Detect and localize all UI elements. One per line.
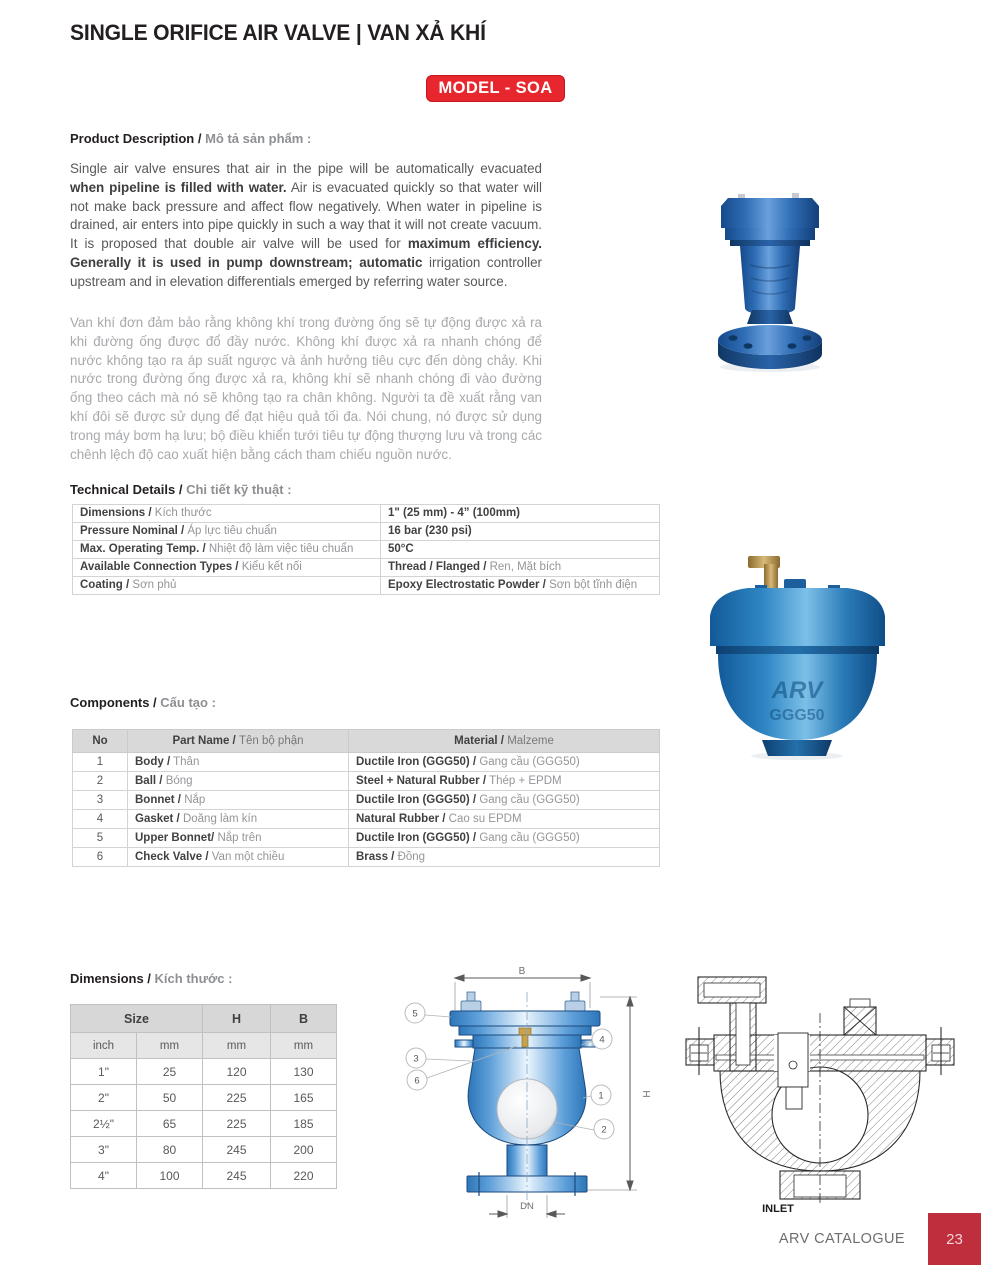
mat-en: Ductile Iron (GGG50) / bbox=[356, 755, 477, 768]
cell-material bbox=[349, 753, 660, 772]
cell-h: 245 bbox=[203, 1163, 271, 1189]
description-paragraph-vi: Van khí đơn đảm bảo rằng không khí trong đường ống sẽ tự động được xả ra khi đường ống được đổ đầy nước. Không khí được xả ra nhanh chóng để nước không tạo ra áp suất ngược và ảnh hưởng tiêu cực đến dòng chảy. Khi nước trong đường ống được xả ra, không khí sẽ nhanh chóng đi vào đường ống theo cách mà nó sẽ không tạo ra chân không. Người ta đề xuất rằng van khí đôi sẽ được sử dụng để đạt hiệu quả tối đa. Nói chung, nó được sử dụng trong máy bơm hạ lưu; bộ điều khiển tưới tiêu tự động thượng lưu và trong các chênh lệch độ cao xuất hiện bằng cách tham chiếu nguồn nước. bbox=[70, 315, 542, 462]
technical-details-heading bbox=[70, 482, 292, 497]
label-en: Coating / bbox=[80, 579, 130, 591]
dim-label-h: H bbox=[640, 1090, 651, 1098]
part-vi: Nắp bbox=[184, 793, 206, 806]
heading-vi: Cấu tạo : bbox=[160, 695, 216, 710]
cell-mm: 25 bbox=[137, 1059, 203, 1085]
table-row bbox=[73, 810, 660, 829]
mat-vi: Đồng bbox=[397, 850, 426, 863]
model-badge bbox=[426, 75, 565, 102]
unit-cell: mm bbox=[203, 1033, 271, 1059]
callout-4: 4 bbox=[599, 1034, 605, 1046]
value-en: 1" (25 mm) - 4” (100mm) bbox=[388, 507, 520, 519]
tech-label-cell bbox=[73, 559, 381, 577]
cell-b: 165 bbox=[271, 1085, 337, 1111]
cell-part bbox=[128, 848, 349, 867]
callout-5: 5 bbox=[412, 1008, 418, 1020]
heading-en: Dimensions / bbox=[70, 971, 151, 986]
text-segment: maximum efficiency. Generally it is used in pump downstream; automatic bbox=[70, 236, 542, 270]
cell-inch: 1" bbox=[71, 1059, 137, 1085]
header-vi: Malzeme bbox=[507, 735, 554, 747]
part-en: Upper Bonnet/ bbox=[135, 831, 215, 844]
header-en: Part Name / bbox=[172, 735, 236, 747]
cell-inch: 4" bbox=[71, 1163, 137, 1189]
product-description-heading bbox=[70, 131, 311, 146]
value-en: 50°C bbox=[388, 543, 414, 555]
cell-b: 200 bbox=[271, 1137, 337, 1163]
cell-material bbox=[349, 810, 660, 829]
heading-en: Technical Details / bbox=[70, 482, 183, 497]
table-row bbox=[73, 829, 660, 848]
embossed-brand-text: ARV bbox=[771, 677, 823, 704]
label-vi: Kiểu kết nối bbox=[241, 561, 302, 573]
callout-2: 2 bbox=[601, 1124, 607, 1136]
value-en: 16 bar (230 psi) bbox=[388, 525, 472, 537]
heading-vi: Chi tiết kỹ thuật : bbox=[186, 482, 292, 497]
part-vi: Bóng bbox=[165, 774, 193, 787]
tech-value-cell bbox=[381, 541, 660, 559]
col-material-header bbox=[349, 730, 660, 753]
cell-h: 120 bbox=[203, 1059, 271, 1085]
cell-no: 4 bbox=[73, 810, 128, 829]
cell-h: 225 bbox=[203, 1111, 271, 1137]
mat-vi: Gang cầu (GGG50) bbox=[479, 755, 580, 768]
unit-cell: mm bbox=[271, 1033, 337, 1059]
cell-part bbox=[128, 791, 349, 810]
cell-no: 2 bbox=[73, 772, 128, 791]
tech-label-cell bbox=[73, 541, 381, 559]
mat-vi: Gang cầu (GGG50) bbox=[479, 793, 580, 806]
part-vi: Doăng làm kín bbox=[182, 812, 258, 825]
mat-en: Natural Rubber / bbox=[356, 812, 446, 825]
dim-label-dn: DN bbox=[520, 1201, 534, 1212]
page-number: 23 bbox=[946, 1230, 963, 1248]
label-vi: Áp lực tiêu chuẩn bbox=[187, 525, 277, 537]
tech-value-cell bbox=[381, 505, 660, 523]
table-row bbox=[71, 1163, 337, 1189]
value-vi: Ren, Mặt bích bbox=[489, 561, 562, 573]
page-number-badge bbox=[928, 1213, 981, 1265]
cell-material bbox=[349, 772, 660, 791]
dim-label-b: B bbox=[518, 966, 526, 977]
model-badge-label: MODEL - SOA bbox=[438, 79, 553, 97]
header-vi: Tên bộ phận bbox=[238, 735, 304, 747]
cell-mm: 50 bbox=[137, 1085, 203, 1111]
mat-en: Ductile Iron (GGG50) / bbox=[356, 793, 477, 806]
cell-no: 6 bbox=[73, 848, 128, 867]
dimensions-heading bbox=[70, 971, 232, 986]
mat-vi: Thép + EPDM bbox=[489, 774, 562, 787]
cell-material bbox=[349, 829, 660, 848]
cell-inch: 2" bbox=[71, 1085, 137, 1111]
valve-body-illustration bbox=[718, 193, 822, 369]
cell-b: 185 bbox=[271, 1111, 337, 1137]
table-row bbox=[73, 541, 660, 559]
label-en: Available Connection Types / bbox=[80, 561, 239, 573]
cell-part bbox=[128, 829, 349, 848]
label-en: Pressure Nominal / bbox=[80, 525, 185, 537]
header-label: No bbox=[92, 735, 108, 747]
valve-cross-section bbox=[450, 992, 600, 1196]
part-en: Body / bbox=[135, 755, 171, 768]
top-bolts bbox=[461, 992, 585, 1011]
text-segment: Air is evacuated quickly so that water will not make back pressure and affect flow negatively. When water in pipeline is drained, air enters into pipe quickly in such a way that it will not create vacuum. It is proposed that double air valve will be used for bbox=[70, 179, 542, 252]
text-segment: when pipeline is filled with water. bbox=[70, 179, 287, 195]
label-en: Dimensions / bbox=[80, 507, 152, 519]
text-segment: Single air valve ensures that air in the pipe will be automatically evacuated bbox=[70, 161, 542, 176]
cell-inch: 3" bbox=[71, 1137, 137, 1163]
label-en: Max. Operating Temp. / bbox=[80, 543, 206, 555]
cell-b: 220 bbox=[271, 1163, 337, 1189]
cell-mm: 65 bbox=[137, 1111, 203, 1137]
engineering-cross-section bbox=[678, 965, 958, 1215]
label-vi: Nhiệt độ làm việc tiêu chuẩn bbox=[208, 543, 354, 555]
part-vi: Van một chiều bbox=[211, 850, 285, 863]
unit-cell: mm bbox=[137, 1033, 203, 1059]
heading-vi: Kích thước : bbox=[154, 971, 233, 986]
part-en: Bonnet / bbox=[135, 793, 181, 806]
table-row bbox=[73, 559, 660, 577]
mat-en: Ductile Iron (GGG50) / bbox=[356, 831, 477, 844]
embossed-material-text: GGG50 bbox=[769, 707, 825, 724]
table-row bbox=[73, 791, 660, 810]
cell-part bbox=[128, 772, 349, 791]
table-header-row bbox=[71, 1005, 337, 1033]
cell-material bbox=[349, 791, 660, 810]
mat-en: Brass / bbox=[356, 850, 395, 863]
part-vi: Thân bbox=[173, 755, 200, 768]
b-header: B bbox=[271, 1005, 337, 1033]
inlet-label: INLET bbox=[762, 1203, 794, 1215]
unit-cell: inch bbox=[71, 1033, 137, 1059]
label-vi: Sơn phủ bbox=[132, 579, 177, 591]
page-title: SINGLE ORIFICE AIR VALVE | VAN XẢ KHÍ bbox=[70, 20, 486, 45]
table-row bbox=[71, 1085, 337, 1111]
valve-body-illustration bbox=[710, 556, 885, 756]
header-en: Material / bbox=[454, 735, 504, 747]
value-vi: Sơn bột tĩnh điện bbox=[549, 579, 638, 591]
cell-no: 1 bbox=[73, 753, 128, 772]
cross-section-drawing bbox=[686, 977, 954, 1205]
col-no-header bbox=[73, 730, 128, 753]
dimensions-table bbox=[70, 1004, 337, 1189]
size-header: Size bbox=[71, 1005, 203, 1033]
tech-label-cell bbox=[73, 523, 381, 541]
footer-catalogue-text: ARV CATALOGUE bbox=[778, 1231, 905, 1247]
cell-no: 5 bbox=[73, 829, 128, 848]
heading-vi: Mô tả sản phẩm : bbox=[205, 131, 312, 146]
tech-label-cell bbox=[73, 505, 381, 523]
description-paragraph-en bbox=[70, 160, 542, 292]
valve-photo-arv bbox=[700, 552, 895, 760]
cell-part bbox=[128, 810, 349, 829]
tech-label-cell bbox=[73, 577, 381, 595]
h-header: H bbox=[203, 1005, 271, 1033]
technical-details-table bbox=[72, 504, 660, 595]
dimension-diagram bbox=[395, 962, 665, 1227]
cell-mm: 100 bbox=[137, 1163, 203, 1189]
label-vi: Kích thước bbox=[154, 507, 212, 519]
col-part-header bbox=[128, 730, 349, 753]
text-segment: irrigation controller upstream and in elevation differentials emerged by referring water source. bbox=[70, 254, 542, 289]
mat-vi: Cao su EPDM bbox=[448, 812, 522, 825]
tech-value-cell bbox=[381, 559, 660, 577]
table-row bbox=[73, 523, 660, 541]
part-en: Check Valve / bbox=[135, 850, 209, 863]
table-header-row bbox=[73, 730, 660, 753]
table-row bbox=[73, 848, 660, 867]
cell-material bbox=[349, 848, 660, 867]
cell-h: 245 bbox=[203, 1137, 271, 1163]
part-en: Ball / bbox=[135, 774, 163, 787]
table-row bbox=[73, 753, 660, 772]
table-row bbox=[73, 772, 660, 791]
table-row bbox=[73, 577, 660, 595]
mat-en: Steel + Natural Rubber / bbox=[356, 774, 487, 787]
table-row bbox=[71, 1111, 337, 1137]
table-row bbox=[71, 1137, 337, 1163]
value-en: Epoxy Electrostatic Powder / bbox=[388, 579, 546, 591]
heading-en: Components / bbox=[70, 695, 157, 710]
table-row bbox=[73, 505, 660, 523]
callout-1: 1 bbox=[598, 1090, 604, 1102]
table-row bbox=[71, 1059, 337, 1085]
cell-part bbox=[128, 753, 349, 772]
heading-en: Product Description / bbox=[70, 131, 202, 146]
tech-value-cell bbox=[381, 523, 660, 541]
cell-mm: 80 bbox=[137, 1137, 203, 1163]
cell-no: 3 bbox=[73, 791, 128, 810]
cell-inch: 2½" bbox=[71, 1111, 137, 1137]
part-en: Gasket / bbox=[135, 812, 180, 825]
pilot-mechanism bbox=[778, 1033, 808, 1087]
callout-6: 6 bbox=[414, 1075, 420, 1087]
mat-vi: Gang cầu (GGG50) bbox=[479, 831, 580, 844]
callout-3: 3 bbox=[413, 1053, 419, 1065]
valve-photo-flanged bbox=[700, 190, 840, 388]
table-units-row bbox=[71, 1033, 337, 1059]
value-en: Thread / Flanged / bbox=[388, 561, 487, 573]
cell-h: 225 bbox=[203, 1085, 271, 1111]
part-vi: Nắp trên bbox=[217, 831, 262, 844]
components-heading bbox=[70, 695, 216, 710]
tech-value-cell bbox=[381, 577, 660, 595]
cell-b: 130 bbox=[271, 1059, 337, 1085]
components-table bbox=[72, 729, 660, 867]
